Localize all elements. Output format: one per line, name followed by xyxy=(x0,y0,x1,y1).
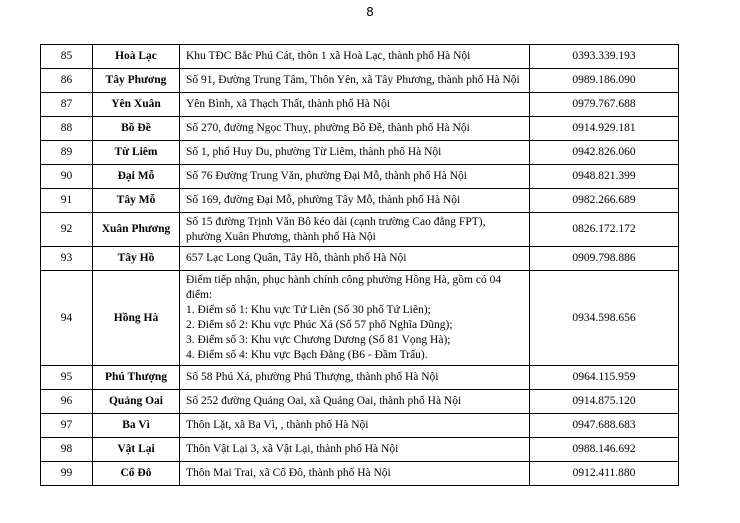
phone-number-cell xyxy=(530,390,679,414)
table-row xyxy=(41,93,679,117)
phone-number: 0989.186.090 xyxy=(572,74,636,86)
ward-name-cell xyxy=(93,247,180,271)
row-number: 93 xyxy=(60,252,73,264)
table-body xyxy=(41,45,679,486)
row-number: 96 xyxy=(60,395,73,407)
row-number-cell xyxy=(41,366,93,390)
ward-name: Hoà Lạc xyxy=(115,50,157,62)
table-row xyxy=(41,213,679,247)
phone-number-cell xyxy=(530,141,679,165)
phone-number-cell xyxy=(530,93,679,117)
ward-name: Vật Lại xyxy=(117,443,155,455)
address-cell xyxy=(180,189,530,213)
row-number: 91 xyxy=(60,194,73,206)
ward-name-cell xyxy=(93,93,180,117)
row-number: 99 xyxy=(60,467,73,479)
table-row xyxy=(41,45,679,69)
ward-name-cell xyxy=(93,271,180,366)
table-row xyxy=(41,165,679,189)
phone-number-cell xyxy=(530,271,679,366)
row-number-cell xyxy=(41,462,93,486)
table-row xyxy=(41,117,679,141)
phone-number-cell xyxy=(530,117,679,141)
phone-number: 0826.172.172 xyxy=(572,223,636,235)
phone-number-cell xyxy=(530,247,679,271)
address: Điểm tiếp nhận, phục hành chính công phường Hồng Hà, gồm có 04 điểm: 1. Điểm số 1: Khu vực Tứ Liên (Số 30 phố Tứ Liên); 2. Điểm số 2: Khu vực Phúc Xá (Số 57 phố Nghĩa Dũng); 3. Điểm số 3: Khu vực Chương Dương (Số 81 Vọng Hà); 4. Điểm số 4: Khu vực Bạch Đằng (B6 - Đầm Trấu). xyxy=(186,274,502,361)
row-number-cell xyxy=(41,165,93,189)
table-row xyxy=(41,141,679,165)
address-cell xyxy=(180,247,530,271)
row-number-cell xyxy=(41,45,93,69)
address-cell xyxy=(180,390,530,414)
table-row xyxy=(41,438,679,462)
address-cell xyxy=(180,271,530,366)
ward-name-cell xyxy=(93,117,180,141)
table-row xyxy=(41,247,679,271)
ward-name: Bồ Đề xyxy=(121,122,151,134)
row-number: 90 xyxy=(60,170,73,182)
ward-name: Tây Mỗ xyxy=(116,194,156,206)
address: Số 76 Đường Trung Văn, phường Đại Mỗ, thành phố Hà Nội xyxy=(186,170,467,182)
address: Yên Bình, xã Thạch Thất, thành phố Hà Nội xyxy=(186,98,390,110)
phone-number-cell xyxy=(530,45,679,69)
address-cell xyxy=(180,45,530,69)
phone-number-cell xyxy=(530,438,679,462)
ward-name: Xuân Phương xyxy=(101,223,171,235)
ward-name: Tây Phương xyxy=(105,74,167,86)
address: Số 169, đường Đại Mỗ, phường Tây Mỗ, thành phố Hà Nội xyxy=(186,194,461,206)
service-points-table xyxy=(40,44,679,486)
phone-number: 0979.767.688 xyxy=(572,98,636,110)
row-number: 94 xyxy=(60,311,73,324)
phone-number-cell xyxy=(530,165,679,189)
ward-name-cell xyxy=(93,165,180,189)
address-cell xyxy=(180,213,530,247)
ward-name: Tây Hồ xyxy=(117,252,155,264)
phone-number: 0909.798.886 xyxy=(572,252,636,264)
phone-number: 0988.146.692 xyxy=(572,443,636,455)
row-number-cell xyxy=(41,117,93,141)
row-number-cell xyxy=(41,69,93,93)
ward-name-cell xyxy=(93,366,180,390)
address-cell xyxy=(180,141,530,165)
phone-number: 0914.929.181 xyxy=(572,122,636,134)
ward-name-cell xyxy=(93,438,180,462)
phone-number: 0934.598.656 xyxy=(572,311,636,324)
ward-name-cell xyxy=(93,213,180,247)
phone-number: 0948.821.399 xyxy=(572,170,636,182)
ward-name-cell xyxy=(93,45,180,69)
phone-number-cell xyxy=(530,69,679,93)
row-number: 85 xyxy=(60,50,73,62)
row-number: 97 xyxy=(60,419,73,431)
address-cell xyxy=(180,366,530,390)
row-number-cell xyxy=(41,213,93,247)
address-cell xyxy=(180,462,530,486)
table-row xyxy=(41,414,679,438)
row-number: 89 xyxy=(60,146,73,158)
address: Số 58 Phú Xá, phường Phú Thượng, thành phố Hà Nội xyxy=(186,371,439,383)
phone-number: 0964.115.959 xyxy=(572,371,636,383)
row-number-cell xyxy=(41,390,93,414)
table-row xyxy=(41,366,679,390)
ward-name: Quảng Oai xyxy=(108,395,163,407)
row-number: 92 xyxy=(60,223,73,235)
address-cell xyxy=(180,69,530,93)
address-cell xyxy=(180,117,530,141)
address-cell xyxy=(180,414,530,438)
phone-number: 0914.875.120 xyxy=(572,395,636,407)
address: Số 91, Đường Trung Tâm, Thôn Yên, xã Tây Phương, thành phố Hà Nội xyxy=(186,74,520,86)
phone-number: 0947.688.683 xyxy=(572,419,636,431)
phone-number-cell xyxy=(530,462,679,486)
ward-name: Hồng Hà xyxy=(113,311,159,324)
ward-name-cell xyxy=(93,462,180,486)
row-number-cell xyxy=(41,271,93,366)
ward-name: Từ Liêm xyxy=(114,146,158,158)
table-row xyxy=(41,390,679,414)
address: Thôn Vật Lại 3, xã Vật Lại, thành phố Hà Nội xyxy=(186,443,399,455)
phone-number: 0912.411.880 xyxy=(572,467,636,479)
row-number: 86 xyxy=(60,74,73,86)
phone-number-cell xyxy=(530,366,679,390)
phone-number-cell xyxy=(530,414,679,438)
row-number-cell xyxy=(41,438,93,462)
ward-name-cell xyxy=(93,69,180,93)
address-cell xyxy=(180,438,530,462)
phone-number: 0982.266.689 xyxy=(572,194,636,206)
phone-number-cell xyxy=(530,189,679,213)
ward-name-cell xyxy=(93,141,180,165)
table-row xyxy=(41,69,679,93)
address: 657 Lạc Long Quân, Tây Hồ, thành phố Hà Nội xyxy=(186,252,407,264)
row-number: 95 xyxy=(60,371,73,383)
phone-number: 0942.826.060 xyxy=(572,146,636,158)
row-number-cell xyxy=(41,414,93,438)
ward-name: Yên Xuân xyxy=(111,98,161,110)
ward-name: Ba Vì xyxy=(122,419,150,431)
ward-name: Đại Mỗ xyxy=(117,170,155,182)
address: Số 15 đường Trịnh Văn Bô kéo dài (cạnh trường Cao đẳng FPT), phường Xuân Phương, thành phố Hà Nội xyxy=(186,215,486,243)
address: Khu TĐC Bắc Phú Cát, thôn 1 xã Hoà Lạc, thành phố Hà Nội xyxy=(186,50,471,62)
phone-number-cell xyxy=(530,213,679,247)
ward-name-cell xyxy=(93,189,180,213)
address: Thôn Lặt, xã Ba Vì, , thành phố Hà Nội xyxy=(186,419,369,431)
row-number-cell xyxy=(41,93,93,117)
address: Số 1, phố Huy Du, phường Từ Liêm, thành phố Hà Nội xyxy=(186,146,442,158)
row-number-cell xyxy=(41,141,93,165)
address-cell xyxy=(180,93,530,117)
phone-number: 0393.339.193 xyxy=(572,50,636,62)
address: Thôn Mai Trai, xã Cổ Đô, thành phố Hà Nội xyxy=(186,467,391,479)
row-number: 88 xyxy=(60,122,73,134)
ward-name-cell xyxy=(93,414,180,438)
table-row xyxy=(41,271,679,366)
ward-name-cell xyxy=(93,390,180,414)
row-number-cell xyxy=(41,189,93,213)
address: Số 252 đường Quảng Oai, xã Quảng Oai, thành phố Hà Nội xyxy=(186,395,462,407)
row-number: 87 xyxy=(60,98,73,110)
address-cell xyxy=(180,165,530,189)
address: Số 270, đường Ngọc Thuỵ, phường Bồ Đề, thành phố Hà Nội xyxy=(186,122,470,134)
table-row xyxy=(41,462,679,486)
row-number: 98 xyxy=(60,443,73,455)
table-row xyxy=(41,189,679,213)
row-number-cell xyxy=(41,247,93,271)
ward-name: Cổ Đô xyxy=(120,467,152,479)
page-number: 8 xyxy=(366,5,374,19)
ward-name: Phú Thượng xyxy=(105,371,167,383)
